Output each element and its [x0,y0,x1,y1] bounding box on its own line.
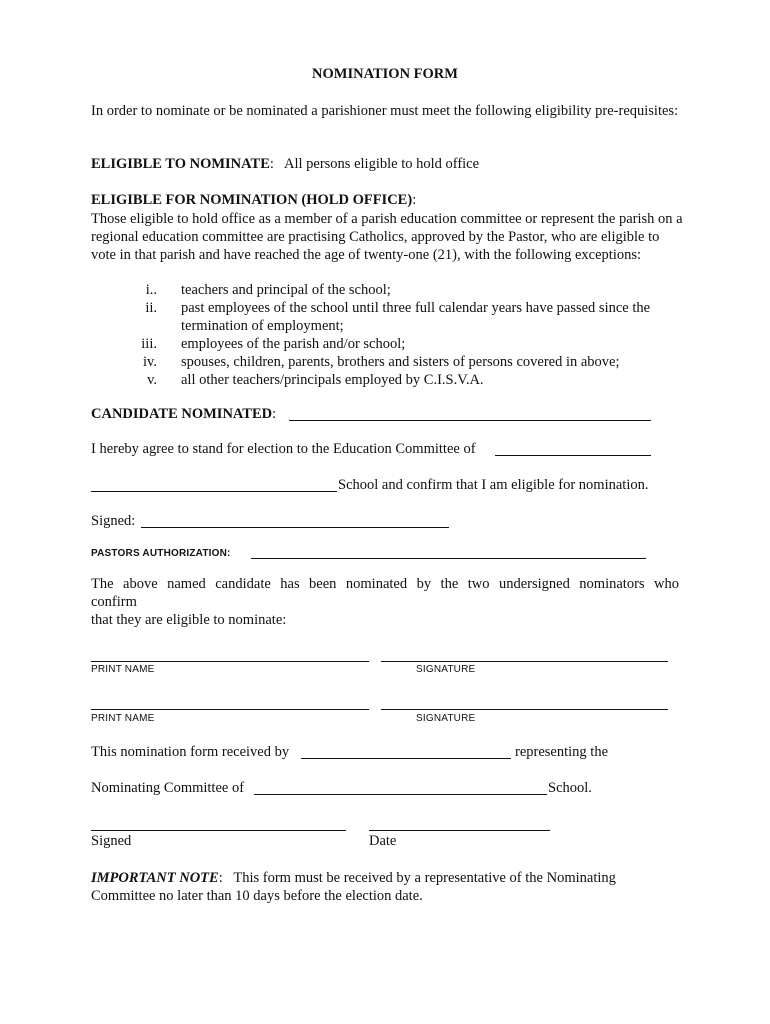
candidate-signature-field[interactable] [141,527,449,528]
eligible-to-nominate-row: ELIGIBLE TO NOMINATE: All persons eligible to hold office [91,156,480,172]
eligible-to-nominate-text: All persons eligible to hold office [284,156,480,172]
school-text: School. [548,780,592,796]
committee-name-field[interactable] [495,455,651,456]
nominator-2-print-name-field[interactable] [91,709,369,710]
received-by-field[interactable] [301,758,511,759]
nominator-1-signature-field[interactable] [381,661,668,662]
important-note-text: This form must be received by a representative of the Nominating Committee no later than 10 days before the election date. [91,870,616,904]
date-field[interactable] [369,830,550,831]
exceptions-list [0,282,770,392]
eligible-to-nominate-label: ELIGIBLE TO NOMINATE [91,156,270,172]
nominator-1-print-name-field[interactable] [91,661,369,662]
school-confirm-text: School and confirm that I am eligible for nomination. [338,477,649,493]
nominators-line-2: confirm [91,594,137,610]
candidate-name-field[interactable] [289,420,651,421]
exception-text: all other teachers/principals employed by C.I.S.V.A. [181,372,484,388]
signed-label: Signed: [91,513,136,529]
committee-signature-field[interactable] [91,830,346,831]
school-name-field[interactable] [91,491,337,492]
important-note: IMPORTANT NOTE: This form must be received by a representative of the Nominating Committee no later than 10 days before the election date. [91,870,616,904]
candidate-nominated-label: CANDIDATE NOMINATED [91,406,273,422]
nominators-line-3: that they are eligible to nominate: [91,612,287,628]
representing-text: representing the [515,744,609,760]
eligible-for-nomination-heading: ELIGIBLE FOR NOMINATION (HOLD OFFICE): [91,192,417,208]
date-label: Date [369,833,397,849]
exception-number: v. [147,372,157,388]
agree-text: I hereby agree to stand for election to the Education Committee of [91,441,476,457]
nominator-2-signature-field[interactable] [381,709,668,710]
nominators-line-1: The above named candidate has been nominated by the two undersigned nominators who [91,576,679,592]
print-name-label: PRINT NAME [91,664,155,675]
exception-number: i.. [145,282,157,298]
exception-text: employees of the parish and/or school; [181,336,406,352]
important-note-label: IMPORTANT NOTE [91,870,219,886]
signature-label: SIGNATURE [416,713,476,724]
pastors-authorization-label: PASTORS AUTHORIZATION: [91,548,231,559]
exception-number: iii. [141,336,157,352]
eligible-for-nomination-label: ELIGIBLE FOR NOMINATION (HOLD OFFICE) [91,192,413,208]
eligible-for-nomination-text: Those eligible to hold office as a member of a parish education committee or represent the parish on a regional education committee are practising Catholics, approved by the Pastor, who are eligible to vote in that parish and have reached the age of twenty-one (21), with the following exceptions: [91,211,683,263]
signed-bottom-label: Signed [91,833,132,849]
exception-number: iv. [143,354,157,370]
exception-text: teachers and principal of the school; [181,282,391,298]
received-by-text: This nomination form received by [91,744,290,760]
signature-label: SIGNATURE [416,664,476,675]
pastors-authorization-field[interactable] [251,558,646,559]
exception-number: ii. [145,300,157,316]
print-name-label: PRINT NAME [91,713,155,724]
form-title: NOMINATION FORM [312,66,458,82]
intro-paragraph: In order to nominate or be nominated a parishioner must meet the following eligibility pre-requisites: [91,103,679,119]
nominating-committee-field[interactable] [254,794,547,795]
exception-text: past employees of the school until three full calendar years have passed since the [181,300,651,316]
nominating-committee-text: Nominating Committee of [91,780,245,796]
exception-text: termination of employment; [181,318,344,334]
exception-text: spouses, children, parents, brothers and sisters of persons covered in above; [181,354,620,370]
candidate-nominated-row: CANDIDATE NOMINATED: [91,406,277,422]
